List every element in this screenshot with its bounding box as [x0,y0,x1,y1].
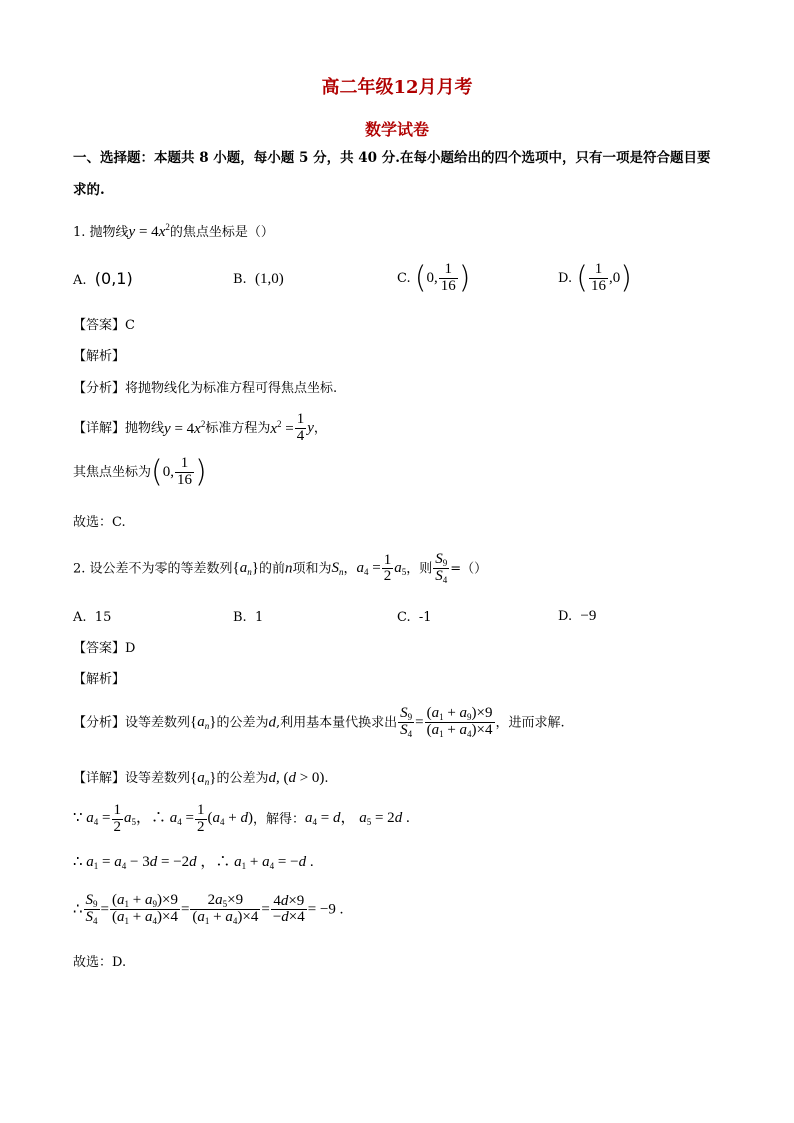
q1-fenxi: 【分析】将抛物线化为标准方程可得焦点坐标. [73,381,338,396]
section-heading: 一、选择题：本题共 8 小题，每小题 5 分，共 40 分.在每小题给出的四个选项中，只有一项是符合题目要 [73,150,711,166]
section-heading-cont: 求的. [73,182,105,198]
q1-conclusion: 故选：C. [73,515,126,530]
q1-option-a: A. (0,1) [73,269,133,288]
q1-stem: 1. 抛物线$y = 4x^2$的焦点坐标是（） [73,222,274,240]
q2-answer: 【答案】D [73,641,136,656]
q2-conclusion: 故选：D. [73,955,127,970]
q2-step1: ∵ $a_4$ = $\frac{1}{2}$ $a_5$，∴ $a_4$ = $\frac{1}{2}$ $(a_4 + d)$，解得：$a_4 = d$， $a_5 = 2d$ . [73,802,410,835]
q1-focus: 其焦点坐标为(0, $\frac{1}{16}$ ) [73,454,207,490]
q2-option-d: D. −9 [558,608,597,624]
q2-step2: ∴ $a_1 = a_4 - 3d = -2d$ ，∴ $a_1 + a_4 = -d$ . [73,854,314,871]
q2-step3: ∴ $\frac{S_9}{S_4}$ = $\frac{(a_1 + a_9)\times 9}{(a_1 + a_4)\times 4}$ = $\frac{2a_5\times 9}{(a_1 + a_4)\times 4}$ = $\frac{4d\times 9}{-d\times 4}$ = −9 . [73,892,344,927]
q1-jiexi: 【解析】 [73,349,126,364]
q2-option-b: B. 1 [233,610,264,625]
q1-answer: 【答案】C [73,318,135,333]
q2-xiangjie: 【详解】设等差数列$\{a_n\}$的公差为d, (d > 0). [73,770,329,787]
q1-xiangjie: 【详解】抛物线$y = 4x^2$标准方程为$x^2$ = $\frac{1}{4}$ y， [73,411,327,444]
q1-option-b: B. (1,0) [233,271,284,287]
q1-option-d: D. ( $\frac{1}{16}$ ,0) [558,260,632,296]
q2-fenxi: 【分析】设等差数列$\{a_n\}$的公差为d,利用基本量代换求出 $\frac{S_9}{S_4}$ = $\frac{(a_1 + a_9)\times 9}{(a_1 + a_4)\times 4}$ ，进而求解. [73,705,565,740]
q2-option-a: A. 15 [73,610,112,625]
q2-jiexi: 【解析】 [73,672,126,687]
q1-option-c: C. (0, $\frac{1}{16}$ ) [397,260,471,296]
q2-stem: 2. 设公差不为零的等差数列$\{a_n\}$的前n项和为$S_n$，$a_4$ = $\frac{1}{2}$ $a_5$，则 $\frac{S_9}{S_4}$ =（） [73,551,488,586]
page-subtitle: 数学试卷 [364,120,429,139]
q2-option-c: C. -1 [397,610,432,625]
page-title: 高二年级12月月考 [321,77,473,98]
